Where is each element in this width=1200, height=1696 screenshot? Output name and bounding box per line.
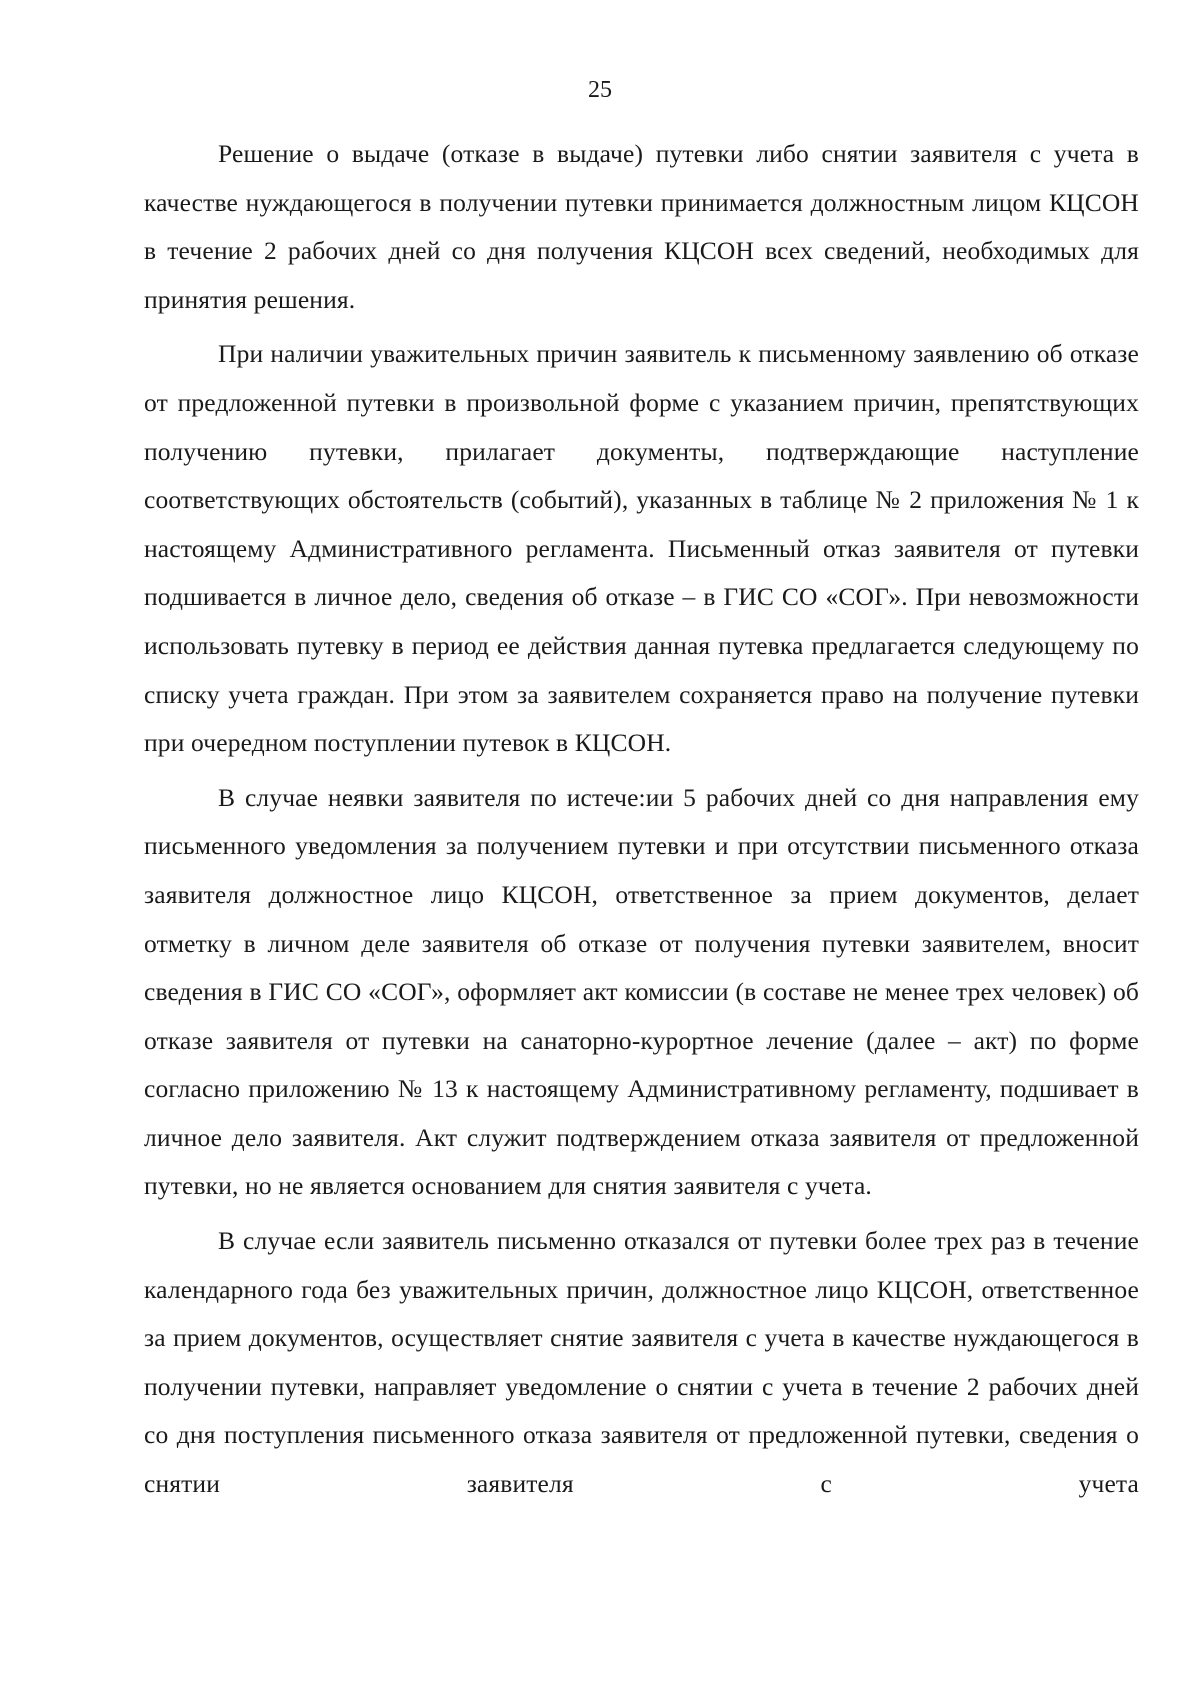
paragraph-no-show: В случае неявки заявителя по истече:ии 5 рабочих дней со дня направления ему письменного уведомления за получением путевки и при отсутствии письменного отказа заявителя должностное лицо КЦСОН, ответственное за прием документов, делает отметку в личном деле заявителя об отказе от получения путевки заявителем, вносит сведения в ГИС СО «СОГ», оформляет акт комиссии (в составе не менее трех человек) об отказе заявителя от путевки на санаторно-курортное лечение (далее – акт) по форме согласно приложению № 13 к настоящему Административному регламенту, подшивает в личное дело заявителя. Акт служит подтверждением отказа заявителя от предложенной путевки, но не является основанием для снятия заявителя с учета. [144,782,1139,1201]
page-number: 25 [588,77,612,103]
paragraph-decision: Решение о выдаче (отказе в выдаче) путевки либо снятии заявителя с учета в качестве нуждающегося в получении путевки принимается должностным лицом КЦСОН в течение 2 рабочих дней со дня получения КЦСОН всех сведений, необходимых для принятия решения. [144,139,1139,314]
paragraph-valid-reasons: При наличии уважительных причин заявитель к письменному заявлению об отказе от предложенной путевки в произвольной форме с указанием причин, препятствующих получению путевки, прилагает документы, подтверждающие наступление соответствующих обстоятельств (событий), указанных в таблице № 2 приложения № 1 к настоящему Административного регламента. Письменный отказ заявителя от путевки подшивается в личное дело, сведения об отказе – в ГИС СО «СОГ». При невозможности использовать путевку в период ее действия данная путевка предлагается следующему по списку учета граждан. При этом за заявителем сохраняется право на получение путевки при очередном поступлении путевок в КЦСОН. [144,339,1139,758]
paragraph-repeated-refusal: В случае если заявитель письменно отказался от путевки более трех раз в течение календарного года без уважительных причин, должностное лицо КЦСОН, ответственное за прием документов, осуществляет снятие заявителя с учета в качестве нуждающегося в получении путевки, направляет уведомление о снятии с учета в течение 2 рабочих дней со дня поступления письменного отказа заявителя от предложенной путевки, сведения о снятии заявителя с учета [144,1226,1139,1499]
body-text [144,130,1139,1515]
